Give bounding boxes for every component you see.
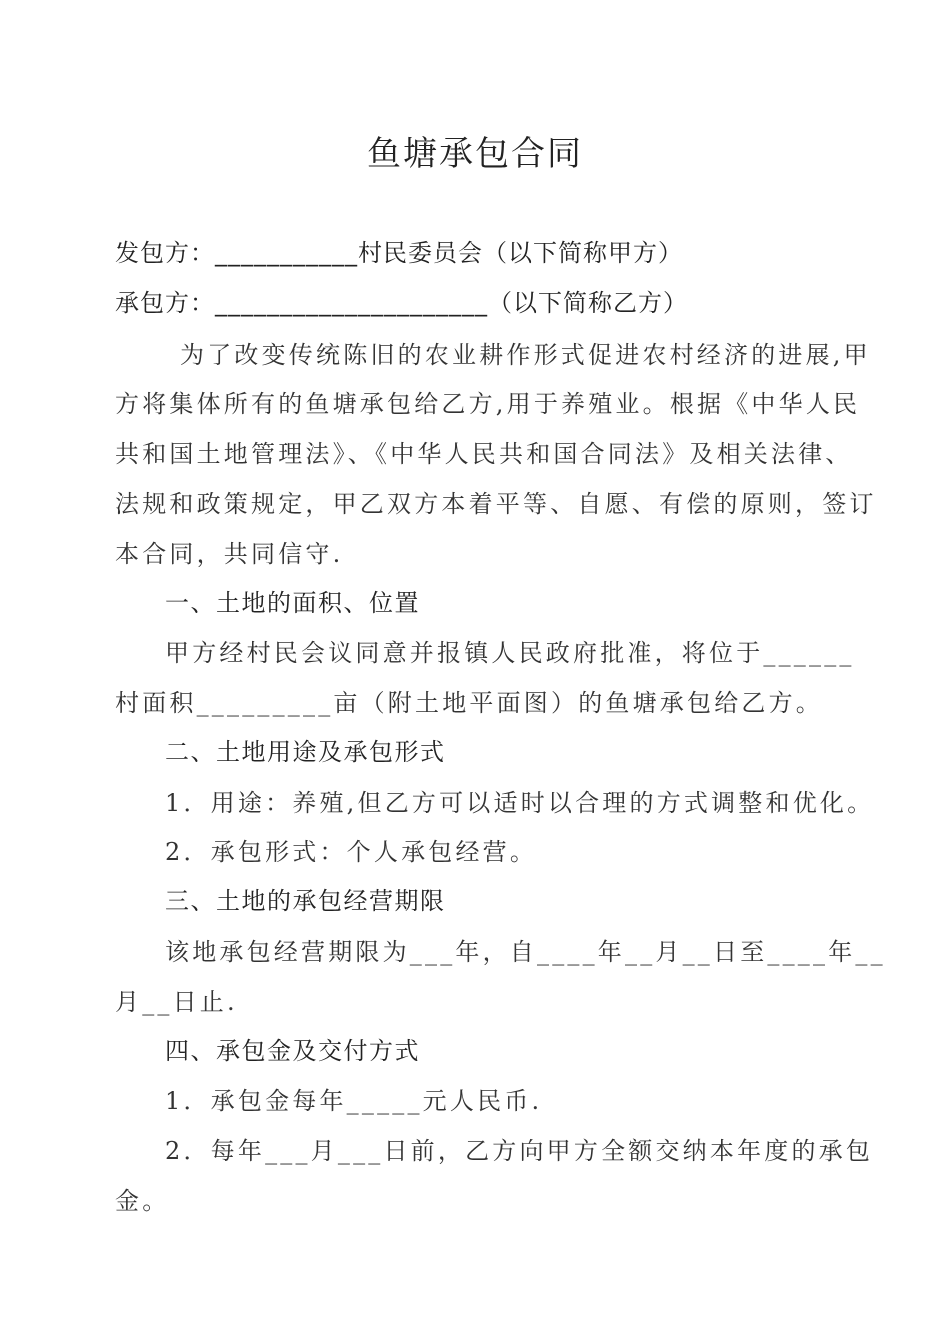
section-3-heading: 三、土地的承包经营期限 bbox=[165, 887, 446, 915]
party-a-line: 发包方：___________村民委员会（以下简称甲方） bbox=[115, 239, 683, 267]
section-3-line-1: 该地承包经营期限为___年，自____年__月__日至____年__ bbox=[165, 938, 886, 966]
intro-line-3: 共和国土地管理法》、《中华人民共和国合同法》及相关法律、 bbox=[115, 440, 853, 468]
section-4-heading: 四、承包金及交付方式 bbox=[165, 1037, 420, 1065]
section-3-line-2: 月__日止. bbox=[115, 988, 238, 1016]
intro-line-1: 为了改变传统陈旧的农业耕作形式促进农村经济的进展,甲 bbox=[180, 341, 871, 369]
section-1-line-1: 甲方经村民会议同意并报镇人民政府批准，将位于______ bbox=[165, 639, 855, 667]
section-4-item-2-line-2: 金。 bbox=[115, 1187, 170, 1215]
section-4-item-2-line-1: 2．每年___月___日前，乙方向甲方全额交纳本年度的承包 bbox=[165, 1137, 874, 1165]
section-1-heading: 一、土地的面积、位置 bbox=[165, 589, 420, 617]
section-2-item-1: 1．用途：养殖,但乙方可以适时以合理的方式调整和优化。 bbox=[165, 789, 875, 817]
section-1-line-2: 村面积_________亩（附土地平面图）的鱼塘承包给乙方。 bbox=[115, 689, 823, 717]
section-2-item-2: 2．承包形式：个人承包经营。 bbox=[165, 838, 538, 866]
document-title: 鱼塘承包合同 bbox=[367, 134, 583, 174]
intro-line-2: 方将集体所有的鱼塘承包给乙方,用于养殖业。根据《中华人民 bbox=[115, 390, 861, 418]
intro-line-4: 法规和政策规定，甲乙双方本着平等、自愿、有偿的原则，签订 bbox=[115, 490, 877, 518]
section-2-heading: 二、土地用途及承包形式 bbox=[165, 738, 446, 766]
intro-line-5: 本合同，共同信守. bbox=[115, 540, 344, 568]
party-b-line: 承包方：_____________________（以下简称乙方） bbox=[115, 289, 688, 317]
section-4-item-1: 1．承包金每年_____元人民币. bbox=[165, 1087, 543, 1115]
